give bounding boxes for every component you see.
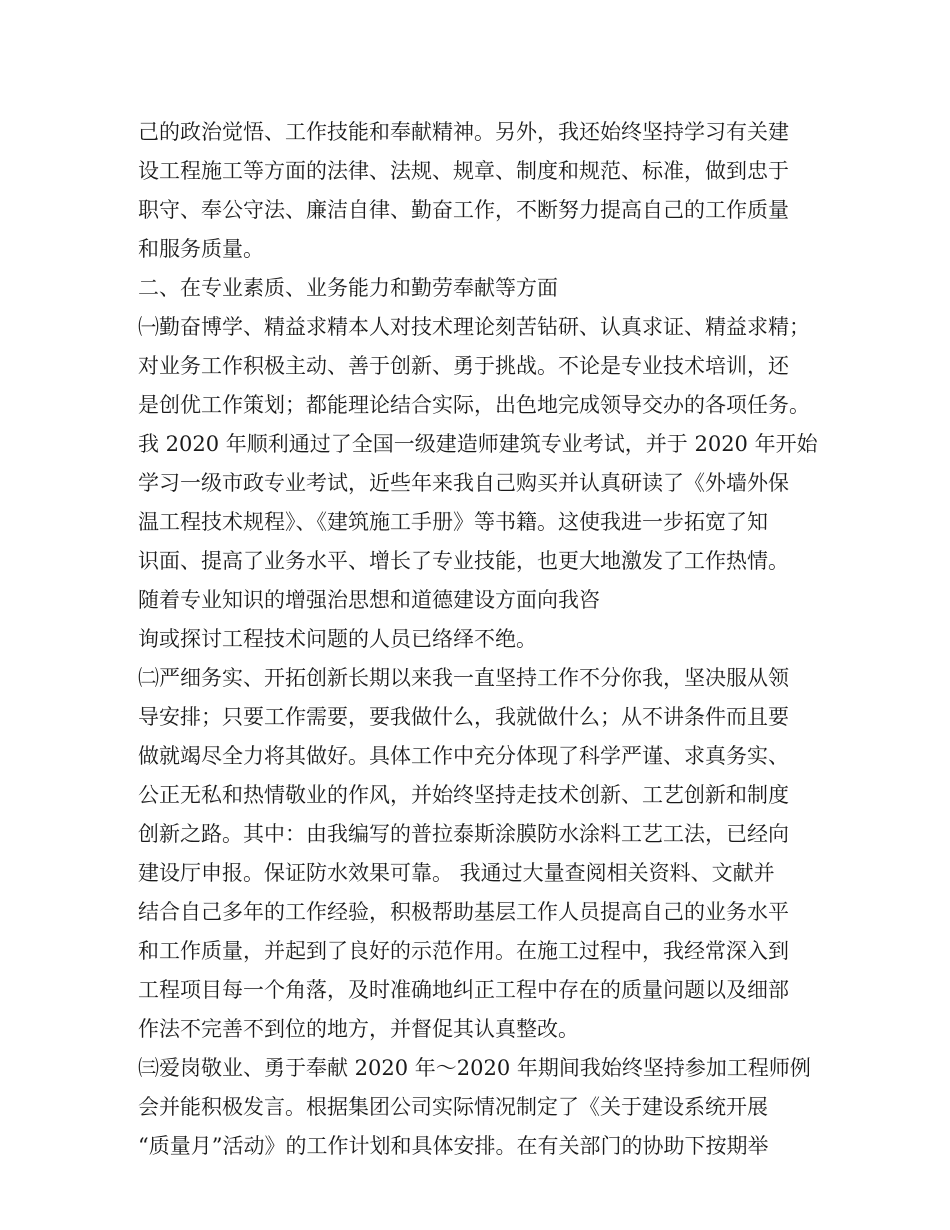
text-line: 和工作质量，并起到了良好的示范作用。在施工过程中，我经常深入到 [138,939,789,963]
text-line: 和服务质量。 [138,237,264,261]
text-line: 温工程技术规程》、《建筑施工手册》等书籍。这使我进一步拓宽了知 [138,510,768,534]
text-line: 结合自己多年的工作经验，积极帮助基层工作人员提高自己的业务水平 [138,900,789,924]
text-line: 做就竭尽全力将其做好。具体工作中充分体现了科学严谨、求真务实、 [138,744,789,768]
text-line: 随着专业知识的增强治思想和道德建设方面向我咨 [138,588,600,612]
text-line: 导安排；只要工作需要，要我做什么，我就做什么；从不讲条件而且要 [138,705,789,729]
text-line: 工程项目每一个角落，及时准确地纠正工程中存在的质量问题以及细部 [138,978,789,1002]
text-line: 设工程施工等方面的法律、法规、规章、制度和规范、标准，做到忠于 [138,159,789,183]
text-line: 作法不完善不到位的地方，并督促其认真整改。 [138,1017,579,1041]
text-line: 公正无私和热情敬业的作风，并始终坚持走技术创新、工艺创新和制度 [138,783,789,807]
section-heading: 二、在专业素质、业务能力和勤劳奉献等方面 [138,276,558,300]
text-line: 询或探讨工程技术问题的人员已络绎不绝。 [138,627,537,651]
text-line: ㈢爱岗敬业、勇于奉献 2020 年～2020 年期间我始终坚持参加工程师例 [138,1056,811,1080]
text-line: 职守、奉公守法、廉洁自律、勤奋工作，不断努力提高自己的工作质量 [138,198,789,222]
text-line: 建设厅申报。保证防水效果可靠。 我通过大量查阅相关资料、文献并 [138,861,775,885]
text-line: 学习一级市政专业考试，近些年来我自己购买并认真研读了《外墙外保 [138,471,789,495]
text-line: 创新之路。其中：由我编写的普拉泰斯涂膜防水涂料工艺工法，已经向 [138,822,789,846]
text-line: 对业务工作积极主动、善于创新、勇于挑战。不论是专业技术培训，还 [138,354,789,378]
text-line: 是创优工作策划；都能理论结合实际，出色地完成领导交办的各项任务。 [138,393,810,417]
text-line: ㈡严细务实、开拓创新长期以来我一直坚持工作不分你我，坚决服从领 [138,666,789,690]
text-line: 会并能积极发言。根据集团公司实际情况制定了《关于建设系统开展 [138,1095,768,1119]
text-line: 识面、提高了业务水平、增长了专业技能，也更大地激发了工作热情。 [138,549,789,573]
text-line: 己的政治觉悟、工作技能和奉献精神。另外，我还始终坚持学习有关建 [138,120,789,144]
text-line: “质量月”活动》的工作计划和具体安排。在有关部门的协助下按期举 [138,1134,769,1158]
body-text [138,113,828,1166]
text-line: 我 2020 年顺利通过了全国一级建造师建筑专业考试，并于 2020 年开始 [138,432,818,456]
text-line: ㈠勤奋博学、精益求精本人对技术理论刻苦钻研、认真求证、精益求精； [138,315,810,339]
